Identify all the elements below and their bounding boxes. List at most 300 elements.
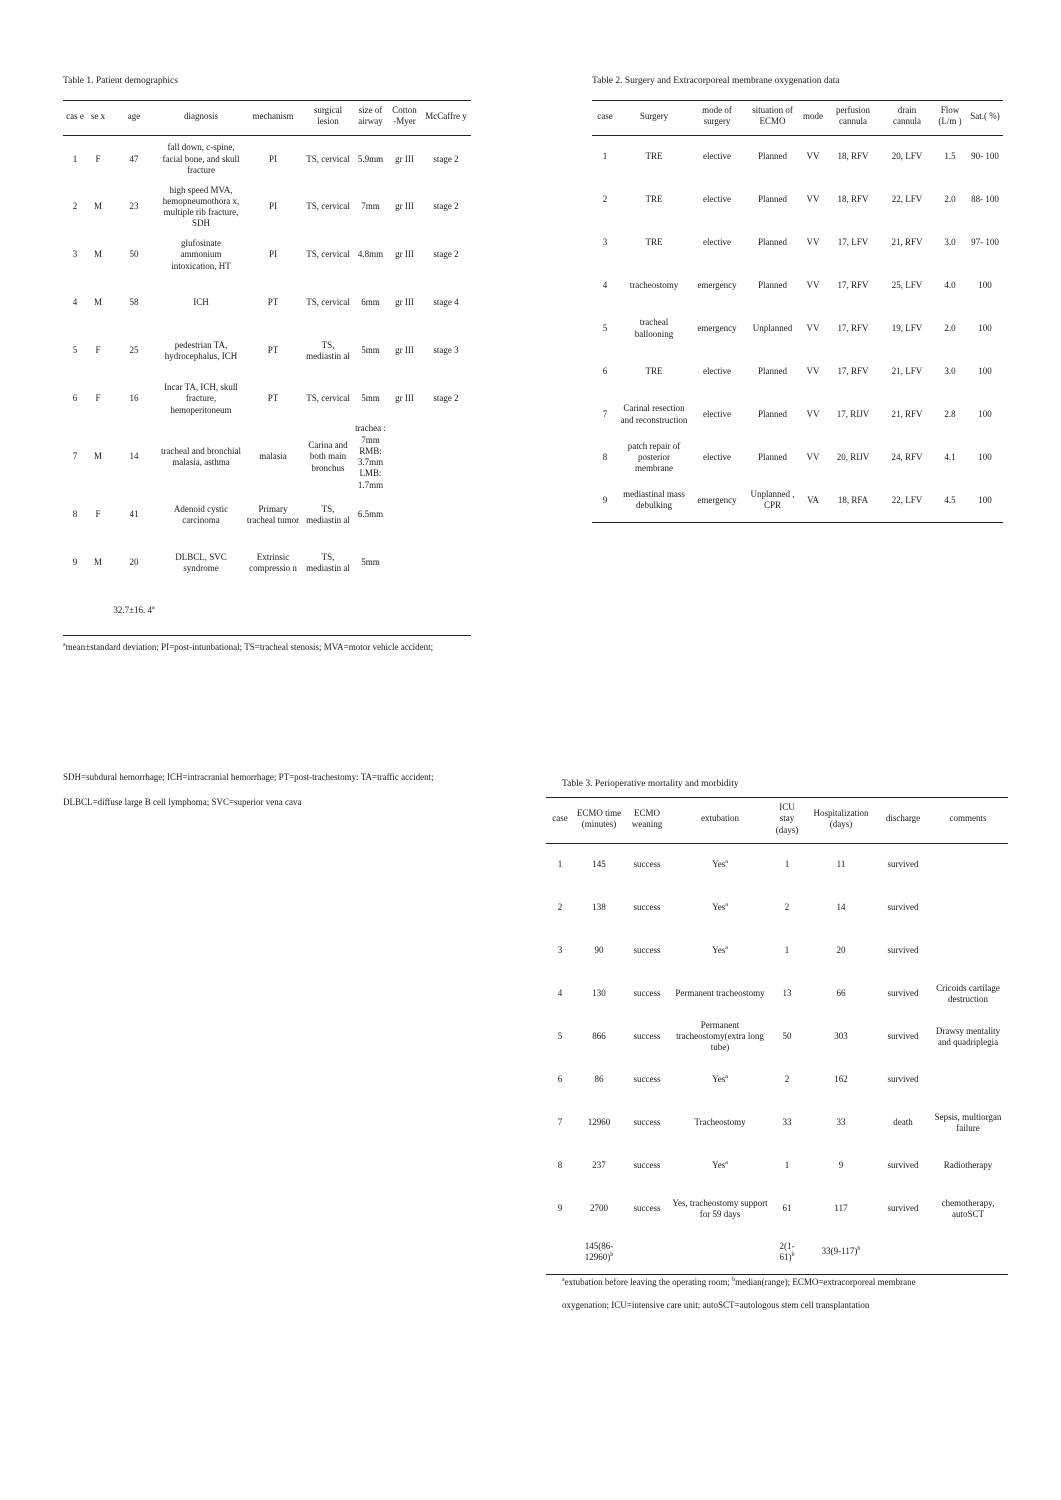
table-cell — [388, 491, 421, 539]
table-cell — [928, 1058, 1008, 1101]
table1-caption: Table 1. Patient demographics — [63, 76, 178, 86]
table-cell: 50 — [129, 249, 139, 260]
table-cell: 100 — [978, 451, 992, 462]
table-cell: 303 — [834, 1031, 848, 1042]
table-cell: 145 — [592, 859, 606, 870]
table-cell: malasia — [259, 451, 287, 462]
table-cell: stage 3 — [433, 345, 459, 356]
table-cell: VV — [806, 365, 820, 376]
table-cell: 8 — [72, 509, 78, 520]
table-cell: 3 — [72, 249, 78, 260]
table-row — [592, 436, 1003, 479]
table1-header: surgical lesion — [313, 105, 343, 127]
table-cell: 22, LFV — [891, 494, 923, 505]
table-cell: 90- 100 — [971, 151, 999, 162]
table-cell: survived — [887, 1031, 919, 1042]
table-cell: 5mm — [361, 393, 380, 404]
table-cell: stage 4 — [433, 297, 459, 308]
table-cell: 9 — [602, 494, 608, 505]
table-row — [63, 183, 471, 231]
table-cell: success — [633, 988, 661, 999]
table-row — [592, 264, 1003, 307]
table1-block — [63, 76, 471, 653]
table-cell: 5.9mm — [357, 153, 384, 164]
table-cell: 17, RFV — [837, 322, 869, 333]
table-cell: Planned — [758, 408, 787, 419]
table-cell: Sepsis, multiorgan failure — [934, 1111, 1002, 1133]
table-cell: 1 — [72, 153, 78, 164]
table-cell: 9 — [72, 557, 78, 568]
table-cell: 4 — [557, 988, 563, 999]
table2-header: perfusion cannula — [836, 105, 870, 127]
table-cell: Adenoid cystic carcinoma — [173, 503, 229, 525]
table-cell: patch repair of posterior membrane — [627, 440, 681, 474]
table-cell: 9 — [557, 1203, 563, 1214]
table-cell: Incar TA, ICH, skull fracture, hemoperitoneum — [164, 382, 238, 415]
table-row — [63, 423, 471, 491]
table-row — [592, 221, 1003, 264]
table-cell — [388, 423, 421, 491]
table-cell: VV — [806, 193, 820, 204]
table-cell: 7mm — [361, 201, 380, 212]
table-cell: 24, RFV — [891, 451, 923, 462]
table-cell: success — [633, 1203, 661, 1214]
table-row — [592, 307, 1003, 350]
table-cell: 20 — [129, 557, 139, 568]
table-row — [592, 479, 1003, 522]
table-cell: 33 — [836, 1117, 846, 1128]
table-cell: F — [95, 393, 101, 404]
table-cell: F — [95, 509, 101, 520]
table3-footnote: $^a$extubation before leaving the operating room; $^b$median(range); ECMO=extracorporeal membrane — [562, 1276, 916, 1287]
table2-block — [592, 76, 1003, 523]
table3-header: ECMO time (minutes) — [576, 807, 622, 829]
table-cell: Primary tracheal tumor — [246, 503, 300, 525]
table-row — [63, 231, 471, 279]
table-cell: 3.0 — [944, 365, 956, 376]
table-cell: 21, RFV — [891, 236, 923, 247]
table-cell — [421, 423, 471, 491]
table3-header-row — [546, 798, 1008, 844]
table-cell: gr III — [395, 201, 414, 212]
table-cell: emergency — [697, 279, 737, 290]
table-cell: 7 — [557, 1117, 563, 1128]
table-cell: 6 — [557, 1074, 563, 1085]
table2-header: Surgery — [639, 110, 669, 121]
table1-header-row — [63, 101, 471, 136]
table-cell: 4 — [72, 297, 78, 308]
table-row — [63, 375, 471, 423]
table-cell: gr III — [395, 249, 414, 260]
table-cell: elective — [703, 408, 731, 419]
table1-header: age — [127, 110, 141, 121]
table-row — [546, 972, 1008, 1015]
table-cell: 18, RFA — [837, 494, 869, 505]
table-cell: 41 — [129, 509, 139, 520]
table-cell: 237 — [592, 1160, 606, 1171]
table-cell: 7 — [602, 408, 608, 419]
table-cell: PT — [267, 297, 279, 308]
table-cell — [421, 491, 471, 539]
table-cell: VA — [807, 494, 819, 505]
table2-header: case — [597, 110, 613, 121]
table-cell: 100 — [978, 408, 992, 419]
table2-header: Sat.( %) — [970, 110, 1000, 121]
table-cell: 3 — [557, 945, 563, 956]
table-row — [546, 1187, 1008, 1230]
table-cell: VV — [806, 322, 820, 333]
table-cell: 1 — [784, 945, 790, 956]
table-cell: VV — [806, 279, 820, 290]
table-cell: 18, RFV — [837, 193, 869, 204]
table-cell: PI — [268, 249, 277, 260]
table-cell: success — [633, 1031, 661, 1042]
table-cell: 19, LFV — [891, 322, 923, 333]
table-cell: 90 — [594, 945, 604, 956]
table-cell: PT — [267, 393, 279, 404]
table-row — [592, 350, 1003, 393]
table1-footnote: $^a$mean±standard deviation; PI=post-intunbational; TS=tracheal stenosis; MVA=motor vehicle accident; — [63, 641, 434, 652]
table-cell: 97- 100 — [971, 236, 999, 247]
table3-header: comments — [949, 813, 987, 824]
table1-header: cas e — [66, 110, 84, 121]
table-cell: tracheal ballooning — [634, 317, 674, 339]
table-cell: 14 — [836, 902, 846, 913]
table-cell: elective — [703, 365, 731, 376]
table-row — [592, 393, 1003, 436]
table-cell — [421, 539, 471, 587]
table-cell: trachea : 7mm RMB: 3.7mm LMB: 1.7mm — [355, 423, 386, 490]
table-cell: Yes$^a$ — [712, 1074, 728, 1085]
table-cell: 162 — [834, 1074, 848, 1085]
table3 — [546, 797, 1008, 1275]
table-cell: 16 — [129, 393, 139, 404]
table-cell: 1 — [784, 859, 790, 870]
table-cell: VV — [806, 151, 820, 162]
table1-header: size of airway — [358, 105, 383, 127]
table-cell: emergency — [697, 322, 737, 333]
table-cell: success — [633, 1074, 661, 1085]
table1-footnote-continued-1: SDH=subdural hemorrhage; ICH=intracranial hemorrhage; PT=post-trachestomy: TA=traffic accident; — [63, 772, 434, 782]
table-cell: elective — [703, 151, 731, 162]
table-cell: 4.8mm — [357, 249, 384, 260]
table-cell: Planned — [758, 279, 787, 290]
table-cell: Unplanned — [752, 322, 793, 333]
table-cell: 5mm — [361, 345, 380, 356]
table-cell: 22, LFV — [891, 193, 923, 204]
table-cell: 1 — [602, 151, 608, 162]
table-cell: 12960 — [587, 1117, 611, 1128]
table-cell: Carina and both main bronchus — [308, 440, 348, 473]
table-cell: success — [633, 859, 661, 870]
table2-header: mode of surgery — [702, 105, 732, 127]
table-cell: 4.1 — [944, 451, 956, 462]
table-cell: fall down, c-spine, facial bone, and skull fracture — [162, 142, 240, 175]
table-cell: gr III — [395, 345, 414, 356]
table-cell: survived — [887, 1203, 919, 1214]
table3-summary-hosp: $33(9-117)^b$ — [821, 1246, 861, 1257]
table-row — [592, 178, 1003, 221]
table-cell: 138 — [592, 902, 606, 913]
table-cell: 2700 — [590, 1203, 608, 1214]
table-cell — [928, 886, 1008, 929]
table2-caption: Table 2. Surgery and Extracorporeal membrane oxygenation data — [592, 76, 840, 86]
table-cell: Planned — [758, 193, 787, 204]
table-cell: VV — [806, 236, 820, 247]
table-cell: Drawsy mentality and quadriplegia — [935, 1025, 1001, 1047]
table-cell: 50 — [782, 1031, 792, 1042]
table1-header: se x — [90, 110, 106, 121]
table-row — [546, 1101, 1008, 1144]
table2-header: drain cannula — [893, 105, 921, 127]
table-cell: Yes$^a$ — [712, 902, 728, 913]
table-cell: TS, cervical — [306, 249, 350, 260]
table-cell: Yes$^a$ — [712, 1160, 728, 1171]
table-row — [63, 327, 471, 375]
table-cell: 4.0 — [944, 279, 956, 290]
table-cell: stage 2 — [433, 249, 459, 260]
table-cell: tracheal and bronchial malasia, asthma — [161, 445, 241, 467]
table-cell: Yes$^a$ — [712, 945, 728, 956]
table-row — [546, 1144, 1008, 1187]
table-cell: Cricoids cartilage destruction — [936, 982, 1000, 1004]
table-cell: gr III — [395, 297, 414, 308]
table-cell: 8 — [557, 1160, 563, 1171]
table-cell: gr III — [395, 153, 414, 164]
table3-header: extubation — [701, 813, 739, 824]
table3-summary-row — [546, 1230, 1008, 1274]
table1-header: McCaffre y — [425, 110, 467, 121]
table-cell: F — [95, 345, 101, 356]
table3-header: Hospitalization (days) — [813, 807, 869, 829]
table-cell: TS, mediastin al — [306, 503, 350, 525]
table-cell: 4.5 — [944, 494, 956, 505]
table-cell: 117 — [834, 1203, 848, 1214]
table-cell: 61 — [782, 1203, 792, 1214]
table1-header: Cotton -Myer — [392, 105, 417, 127]
table-cell: glufosinate ammonium intoxication, HT — [171, 238, 231, 271]
table-cell: TS, mediastin al — [306, 339, 350, 361]
table1-summary-row — [63, 587, 471, 635]
table-row — [546, 1058, 1008, 1101]
table-cell: 25, LFV — [891, 279, 923, 290]
table1-footnote-continued-2: DLBCL=diffuse large B cell lymphoma; SVC=superior vena cava — [63, 797, 302, 807]
table-cell: VV — [806, 408, 820, 419]
table-row — [546, 929, 1008, 972]
table-cell: VV — [806, 451, 820, 462]
table-cell: 5mm — [361, 557, 380, 568]
table-cell: Planned — [758, 151, 787, 162]
table-cell: survived — [887, 1074, 919, 1085]
table-cell: emergency — [697, 494, 737, 505]
table-cell: 17, LFV — [837, 236, 869, 247]
table-cell — [928, 929, 1008, 972]
table-row — [63, 135, 471, 183]
table-cell: 1 — [784, 1160, 790, 1171]
table-cell: 20 — [836, 945, 846, 956]
table-cell: 5 — [72, 345, 78, 356]
table-cell: 3.0 — [944, 236, 956, 247]
table-cell: 8 — [602, 451, 608, 462]
table-cell: TS, cervical — [306, 201, 350, 212]
table-cell: 100 — [978, 322, 992, 333]
table-cell: stage 2 — [433, 153, 459, 164]
table-cell: success — [633, 902, 661, 913]
table-cell: 18, RFV — [837, 151, 869, 162]
table-cell: 2.0 — [944, 193, 956, 204]
table-cell: 14 — [129, 451, 139, 462]
table-cell: M — [93, 249, 102, 260]
table3-caption: Table 3. Perioperative mortality and morbidity — [562, 779, 739, 789]
table-cell: 1.5 — [944, 151, 956, 162]
table-cell: 100 — [978, 365, 992, 376]
table-row — [592, 135, 1003, 178]
table-cell: 17, RFV — [837, 279, 869, 290]
table-cell: 2 — [784, 1074, 790, 1085]
table-cell: ICH — [193, 297, 209, 308]
table-cell: Planned — [758, 365, 787, 376]
table-cell: success — [633, 1160, 661, 1171]
table-cell: 3 — [602, 236, 608, 247]
table-cell: 66 — [836, 988, 846, 999]
table-cell: 13 — [782, 988, 792, 999]
table-cell: Yes$^a$ — [712, 859, 728, 870]
table-cell: Planned — [758, 451, 787, 462]
table-cell: elective — [703, 236, 731, 247]
table-row — [63, 279, 471, 327]
table3-block — [546, 779, 1008, 1312]
table-cell: Unplanned , CPR — [750, 489, 795, 511]
table-cell: TS, cervical — [306, 393, 350, 404]
table-cell: survived — [887, 1160, 919, 1171]
table-cell: 25 — [129, 345, 139, 356]
table-cell: M — [93, 557, 102, 568]
table-cell: M — [93, 201, 102, 212]
table-cell: 100 — [978, 279, 992, 290]
table-cell: survived — [887, 902, 919, 913]
table-cell: 11 — [836, 859, 846, 870]
table-cell: 23 — [129, 201, 139, 212]
table-cell: PI — [268, 153, 277, 164]
table-cell: 4 — [602, 279, 608, 290]
table-cell: gr III — [395, 393, 414, 404]
table-cell: success — [633, 1117, 661, 1128]
table-cell: stage 2 — [433, 393, 459, 404]
table-cell: TRE — [645, 193, 663, 204]
table-cell: elective — [703, 193, 731, 204]
table-cell: 130 — [592, 988, 606, 999]
table-cell: Extrinsic compressio n — [249, 551, 297, 573]
table-cell: 9 — [838, 1160, 844, 1171]
table-cell: 1 — [557, 859, 563, 870]
table2-header: Flow (L/m ) — [938, 105, 962, 127]
table-cell: 100 — [978, 494, 992, 505]
table-cell: elective — [703, 451, 731, 462]
table-cell: 33 — [782, 1117, 792, 1128]
table-cell: DLBCL, SVC syndrome — [175, 551, 227, 573]
table-cell: PI — [268, 201, 277, 212]
table-cell: 47 — [129, 153, 139, 164]
table1-summary-age: 32.7±16. 4$^a$ — [113, 605, 155, 616]
table-cell: 5 — [557, 1031, 563, 1042]
table-cell: 6 — [72, 393, 78, 404]
table3-header: discharge — [885, 813, 921, 824]
table-row — [546, 843, 1008, 886]
table-cell: 6.5mm — [357, 509, 384, 520]
table-cell: 2 — [602, 193, 608, 204]
table-cell: TS, cervical — [306, 153, 350, 164]
table1-header: diagnosis — [183, 110, 218, 121]
table-cell: 88- 100 — [971, 193, 999, 204]
table3-footnote-line2: oxygenation; ICU=intensive care unit; autoSCT=autologous stem cell transplantation — [562, 1300, 870, 1311]
table-cell: Tracheostomy — [694, 1117, 746, 1128]
table-cell: 2 — [784, 902, 790, 913]
table-cell: survived — [887, 988, 919, 999]
table-cell: 21, LFV — [891, 365, 923, 376]
table-cell — [928, 843, 1008, 886]
table-cell: 866 — [592, 1031, 606, 1042]
table-cell: pedestrian TA, hydrocephalus, ICH — [164, 339, 238, 361]
table-cell: Planned — [758, 236, 787, 247]
table-cell: 2.8 — [944, 408, 956, 419]
table-cell: Permanent tracheostomy — [675, 988, 765, 999]
table-row — [546, 886, 1008, 929]
table-cell: 7 — [72, 451, 78, 462]
table3-header: case — [552, 813, 568, 824]
table-cell: M — [93, 451, 102, 462]
table-cell: TS, mediastin al — [306, 551, 350, 573]
table-cell: 17, RIJV — [836, 408, 870, 419]
table-cell: 6 — [602, 365, 608, 376]
table-cell: survived — [887, 859, 919, 870]
table2-header: situation of ECMO — [752, 105, 793, 127]
table1-header: mechanism — [252, 110, 294, 121]
table-cell: 21, RFV — [891, 408, 923, 419]
table1 — [63, 100, 471, 636]
table-cell: Yes, tracheostomy support for 59 days — [672, 1197, 768, 1219]
table-cell — [388, 539, 421, 587]
table3-summary-time: 145(86- 12960)$^b$ — [584, 1240, 614, 1262]
table-cell: 20, LFV — [891, 151, 923, 162]
table-cell: 6mm — [361, 297, 380, 308]
table-cell: PT — [267, 345, 279, 356]
table-cell: survived — [887, 945, 919, 956]
table-cell: M — [93, 297, 102, 308]
table2-header: mode — [803, 110, 823, 121]
table-cell: F — [95, 153, 101, 164]
table-cell: TRE — [645, 236, 663, 247]
table3-header: ECMO weaning — [631, 807, 663, 829]
table-cell: 20, RIJV — [836, 451, 870, 462]
table-cell: 58 — [129, 297, 139, 308]
table-cell: TS, cervical — [306, 297, 350, 308]
table-cell: stage 2 — [433, 201, 459, 212]
table-cell: chemotherapy, autoSCT — [941, 1197, 995, 1219]
table-cell: Permanent tracheostomy(extra long tube) — [676, 1019, 764, 1053]
table-cell: 2 — [72, 201, 78, 212]
table-cell: mediastinal mass debulking — [623, 489, 685, 511]
table2-header-row — [592, 101, 1003, 136]
table-cell: 5 — [602, 322, 608, 333]
table-cell: success — [633, 945, 661, 956]
table-cell: Carinal resection and reconstruction — [620, 403, 688, 425]
table-cell: death — [893, 1117, 913, 1128]
table3-summary-icu: 2(1- 61)$^b$ — [779, 1240, 795, 1262]
table-cell: high speed MVA, hemopneumothora x, multiple rib fracture, SDH — [162, 184, 240, 229]
table-row — [546, 1015, 1008, 1058]
table-cell: 2 — [557, 902, 563, 913]
table-cell: 2.0 — [944, 322, 956, 333]
